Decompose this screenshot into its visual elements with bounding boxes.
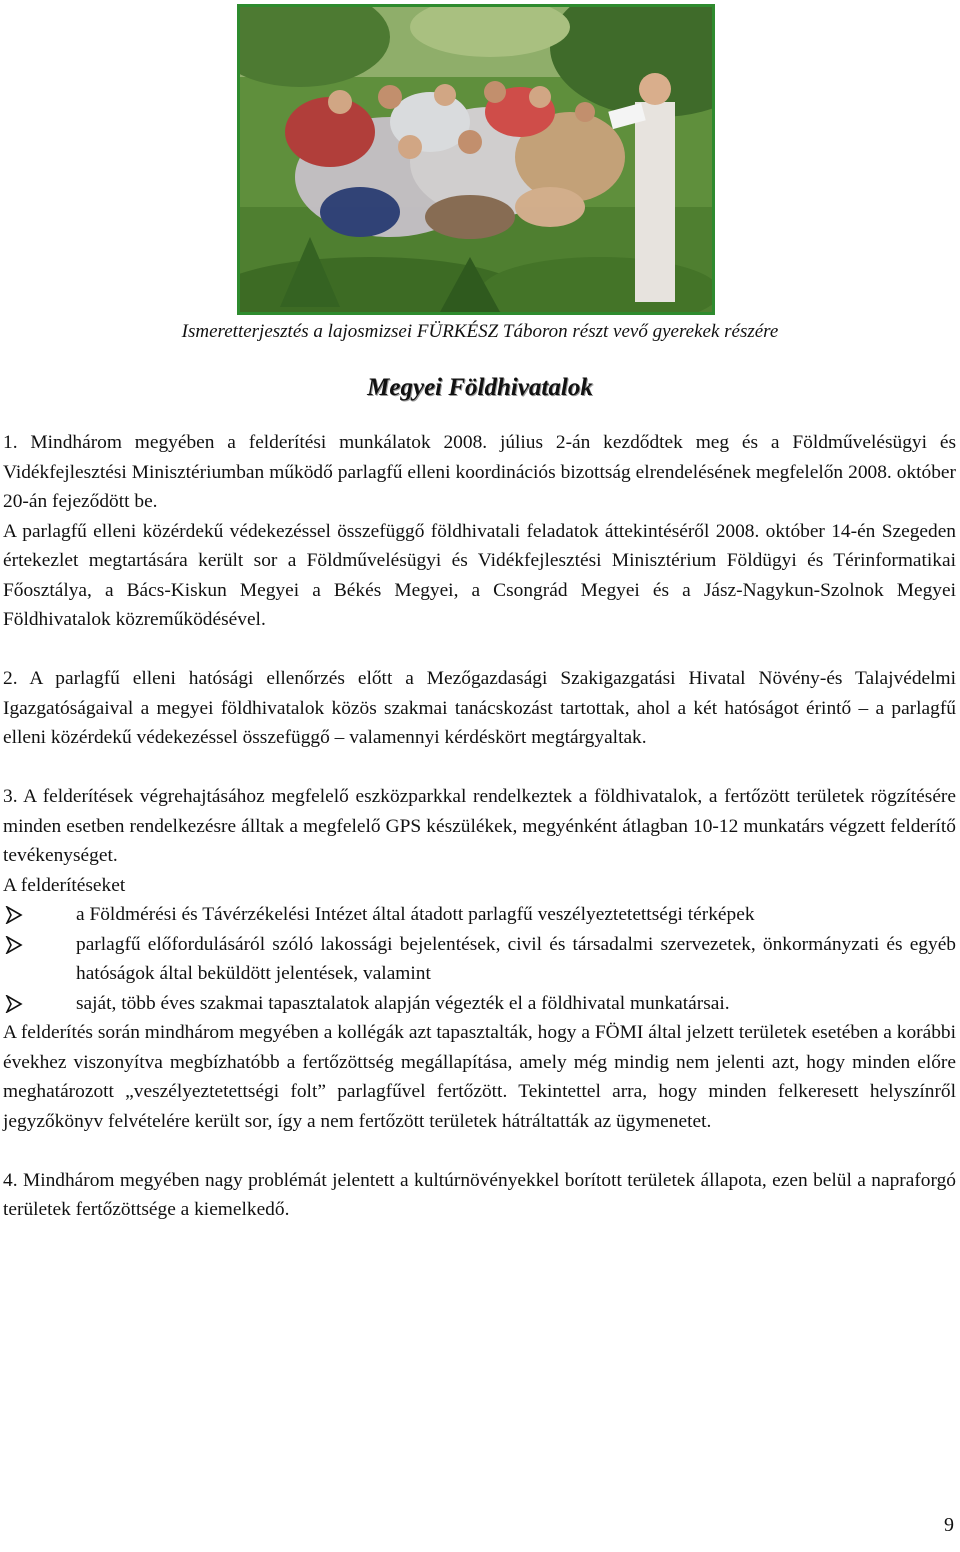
bullet-text: saját, több éves szakmai tapasztalatok alapján végezték el a földhivatal munkatársai. [76,992,730,1014]
bullet-list [3,900,956,1018]
photo-caption: Ismeretterjesztés a lajosmizsei FÜRKÉSZ Táboron részt vevő gyerekek részére [181,321,779,342]
arrow-bullet-icon [5,995,23,1013]
paragraph-1b: A parlagfű elleni közérdekű védekezéssel összefüggő földhivatali feladatok áttekintéséről 2008. október 14-én Szegeden értekezlet megtartására került sor a Földművelésügyi és Vidékfejlesztési Minisztérium Földügyi és Térinformatikai Főosztálya, a Bács-Kiskun Megyei a Békés Megyei, a Csongrád Megyei és a Jász-Nagykun-Szolnok Megyei Földhivatalok közreműködésével. [3,520,956,630]
arrow-bullet-icon [5,906,23,924]
paragraph-2: 2. A parlagfű elleni hatósági ellenőrzés előtt a Mezőgazdasági Szakigazgatási Hivatal Növény-és Talajvédelmi Igazgatóságaival a megyei földhivatalok közös szakmai tanácskozást tartottak, ahol a két hatóságot érintő – a parlagfű elleni közérdekű védekezéssel összefüggő – valamennyi kérdéskört megtárgyaltak. [3,668,956,748]
paragraph-4: 4. Mindhárom megyében nagy problémát jelentett a kultúrnövényekkel borított területek állapota, ezen belül a napraforgó területek fertőzöttsége a kiemelkedő. [3,1169,956,1220]
page-number: 9 [944,1514,954,1536]
camp-photo [237,4,715,315]
list-item [3,900,956,930]
paragraph-3-after: A felderítés során mindhárom megyében a kollégák azt tapasztalták, hogy a FÖMI által jelzett területek esetében a korábbi évekhez viszonyítva megbízhatóbb a fertőzöttség megállapítása, amely még mindig nem jelenti azt, hogy minden előre meghatározott „veszélyeztetettségi folt” parlagfűvel fertőzött. Tekintettel arra, hogy minden felkeresett helyszínről jegyzőkönyv felvételére került sor, így a nem fertőzött területek hátráltatták az ügymenetet. [3,1022,956,1132]
arrow-bullet-icon [5,936,23,954]
paragraph-gap [3,753,956,783]
list-item [3,989,956,1019]
bullet-text: parlagfű előfordulásáról szóló lakossági bejelentések, civil és társadalmi szervezetek, önkormányzati és egyéb hatóságok által beküldött jelentések, valamint [76,933,956,984]
page-title: Megyei Földhivatalok [367,374,593,401]
paragraph-1a: 1. Mindhárom megyében a felderítési munkálatok 2008. július 2-án kezdődtek meg és a Földművelésügyi és Vidékfejlesztési Minisztériumban működő parlagfű elleni koordinációs bizottság elrendelésének megfelelőn 2008. október 20-án fejeződött be. [3,432,956,512]
paragraph-3: 3. A felderítések végrehajtásához megfelelő eszközparkkal rendelkeztek a földhivatalok, a fertőzött területek rögzítésére minden esetben rendelkezésre álltak a megfelelő GPS készülékek, megyénként átlagban 10-12 munkatárs végzett felderítő tevékenységet. [3,786,956,866]
bullet-text: a Földmérési és Távérzékelési Intézet által átadott parlagfű veszélyeztetettségi térképek [76,904,755,925]
document-body [3,428,956,1225]
paragraph-gap [3,1136,956,1166]
children-camp-photo-icon [240,7,712,312]
list-item [3,930,956,989]
paragraph-3-intro: A felderítéseket [3,874,126,896]
paragraph-gap [3,635,956,665]
